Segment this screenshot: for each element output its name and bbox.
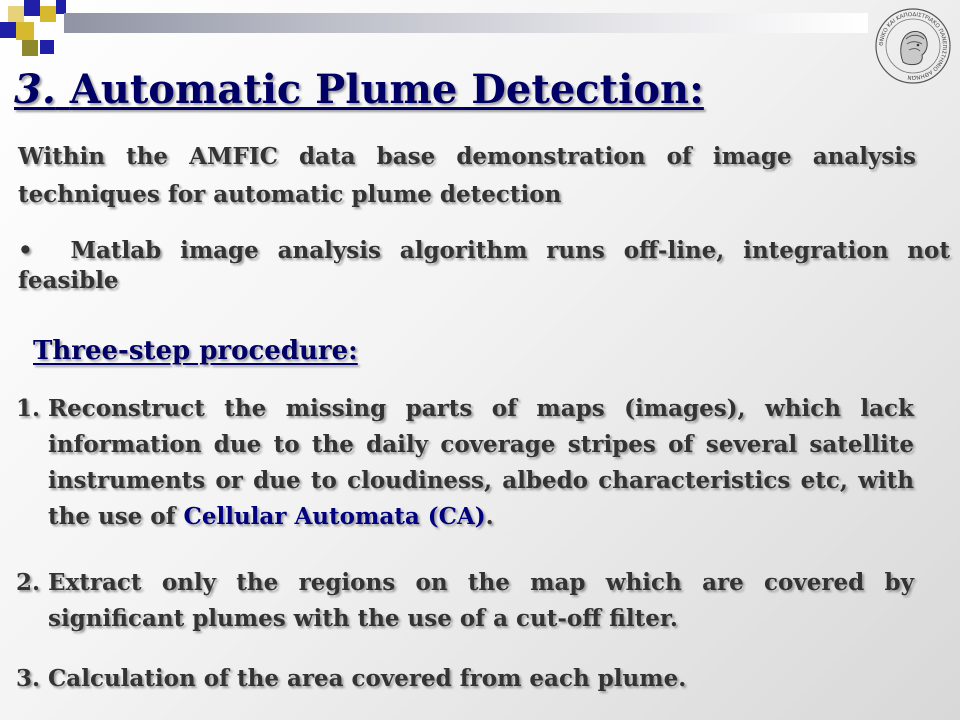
- step-3: [8, 661, 914, 697]
- step-1: [8, 391, 914, 535]
- slide-title: [14, 66, 704, 113]
- step-number: 2.: [15, 569, 40, 596]
- bullet-text: Matlab image analysis algorithm runs off-line, integration not feasible: [18, 237, 950, 294]
- university-seal-icon: [873, 6, 953, 86]
- corner-decoration: [0, 0, 74, 60]
- step-text-end: .: [485, 503, 494, 530]
- step-number: 3.: [15, 665, 40, 692]
- header-gradient-bar: [64, 13, 868, 33]
- step-text: Calculation of the area covered from each plume.: [48, 665, 687, 692]
- step-number: 1.: [15, 395, 40, 422]
- step-text-part: Reconstruct the missing parts of maps (images), which lack information due to the daily coverage stripes of several satellite instruments or due to cloudiness, albedo characteristics etc, with the use of: [48, 395, 914, 530]
- step-text: [48, 391, 914, 535]
- intro-paragraph: Within the AMFIC data base demonstration of image analysis techniques for automatic plume detection: [18, 143, 916, 208]
- procedure-heading: Three-step procedure:: [33, 336, 358, 366]
- bullet-symbol: •: [18, 237, 33, 264]
- cellular-automata-highlight: Cellular Automata (CA): [183, 503, 486, 530]
- title-text: Automatic Plume Detection:: [69, 66, 704, 113]
- svg-text:ΘΝΙΚΟ ΚΑΙ ΚΑΠΟΔΙΣΤΡΙΑΚΟ ΠΑΝΕΠΙ: ΘΝΙΚΟ ΚΑΙ ΚΑΠΟΔΙΣΤΡΙΑΚΟ ΠΑΝΕΠΙΣΤΗΜΙΟ ΑΘΗΝΩΝ: [878, 11, 948, 81]
- bullet-item: [18, 236, 950, 296]
- section-number: 3.: [14, 66, 56, 113]
- step-2: [8, 565, 914, 637]
- step-text: Extract only the regions on the map which are covered by significant plumes with the use of a cut-off filter.: [48, 569, 914, 632]
